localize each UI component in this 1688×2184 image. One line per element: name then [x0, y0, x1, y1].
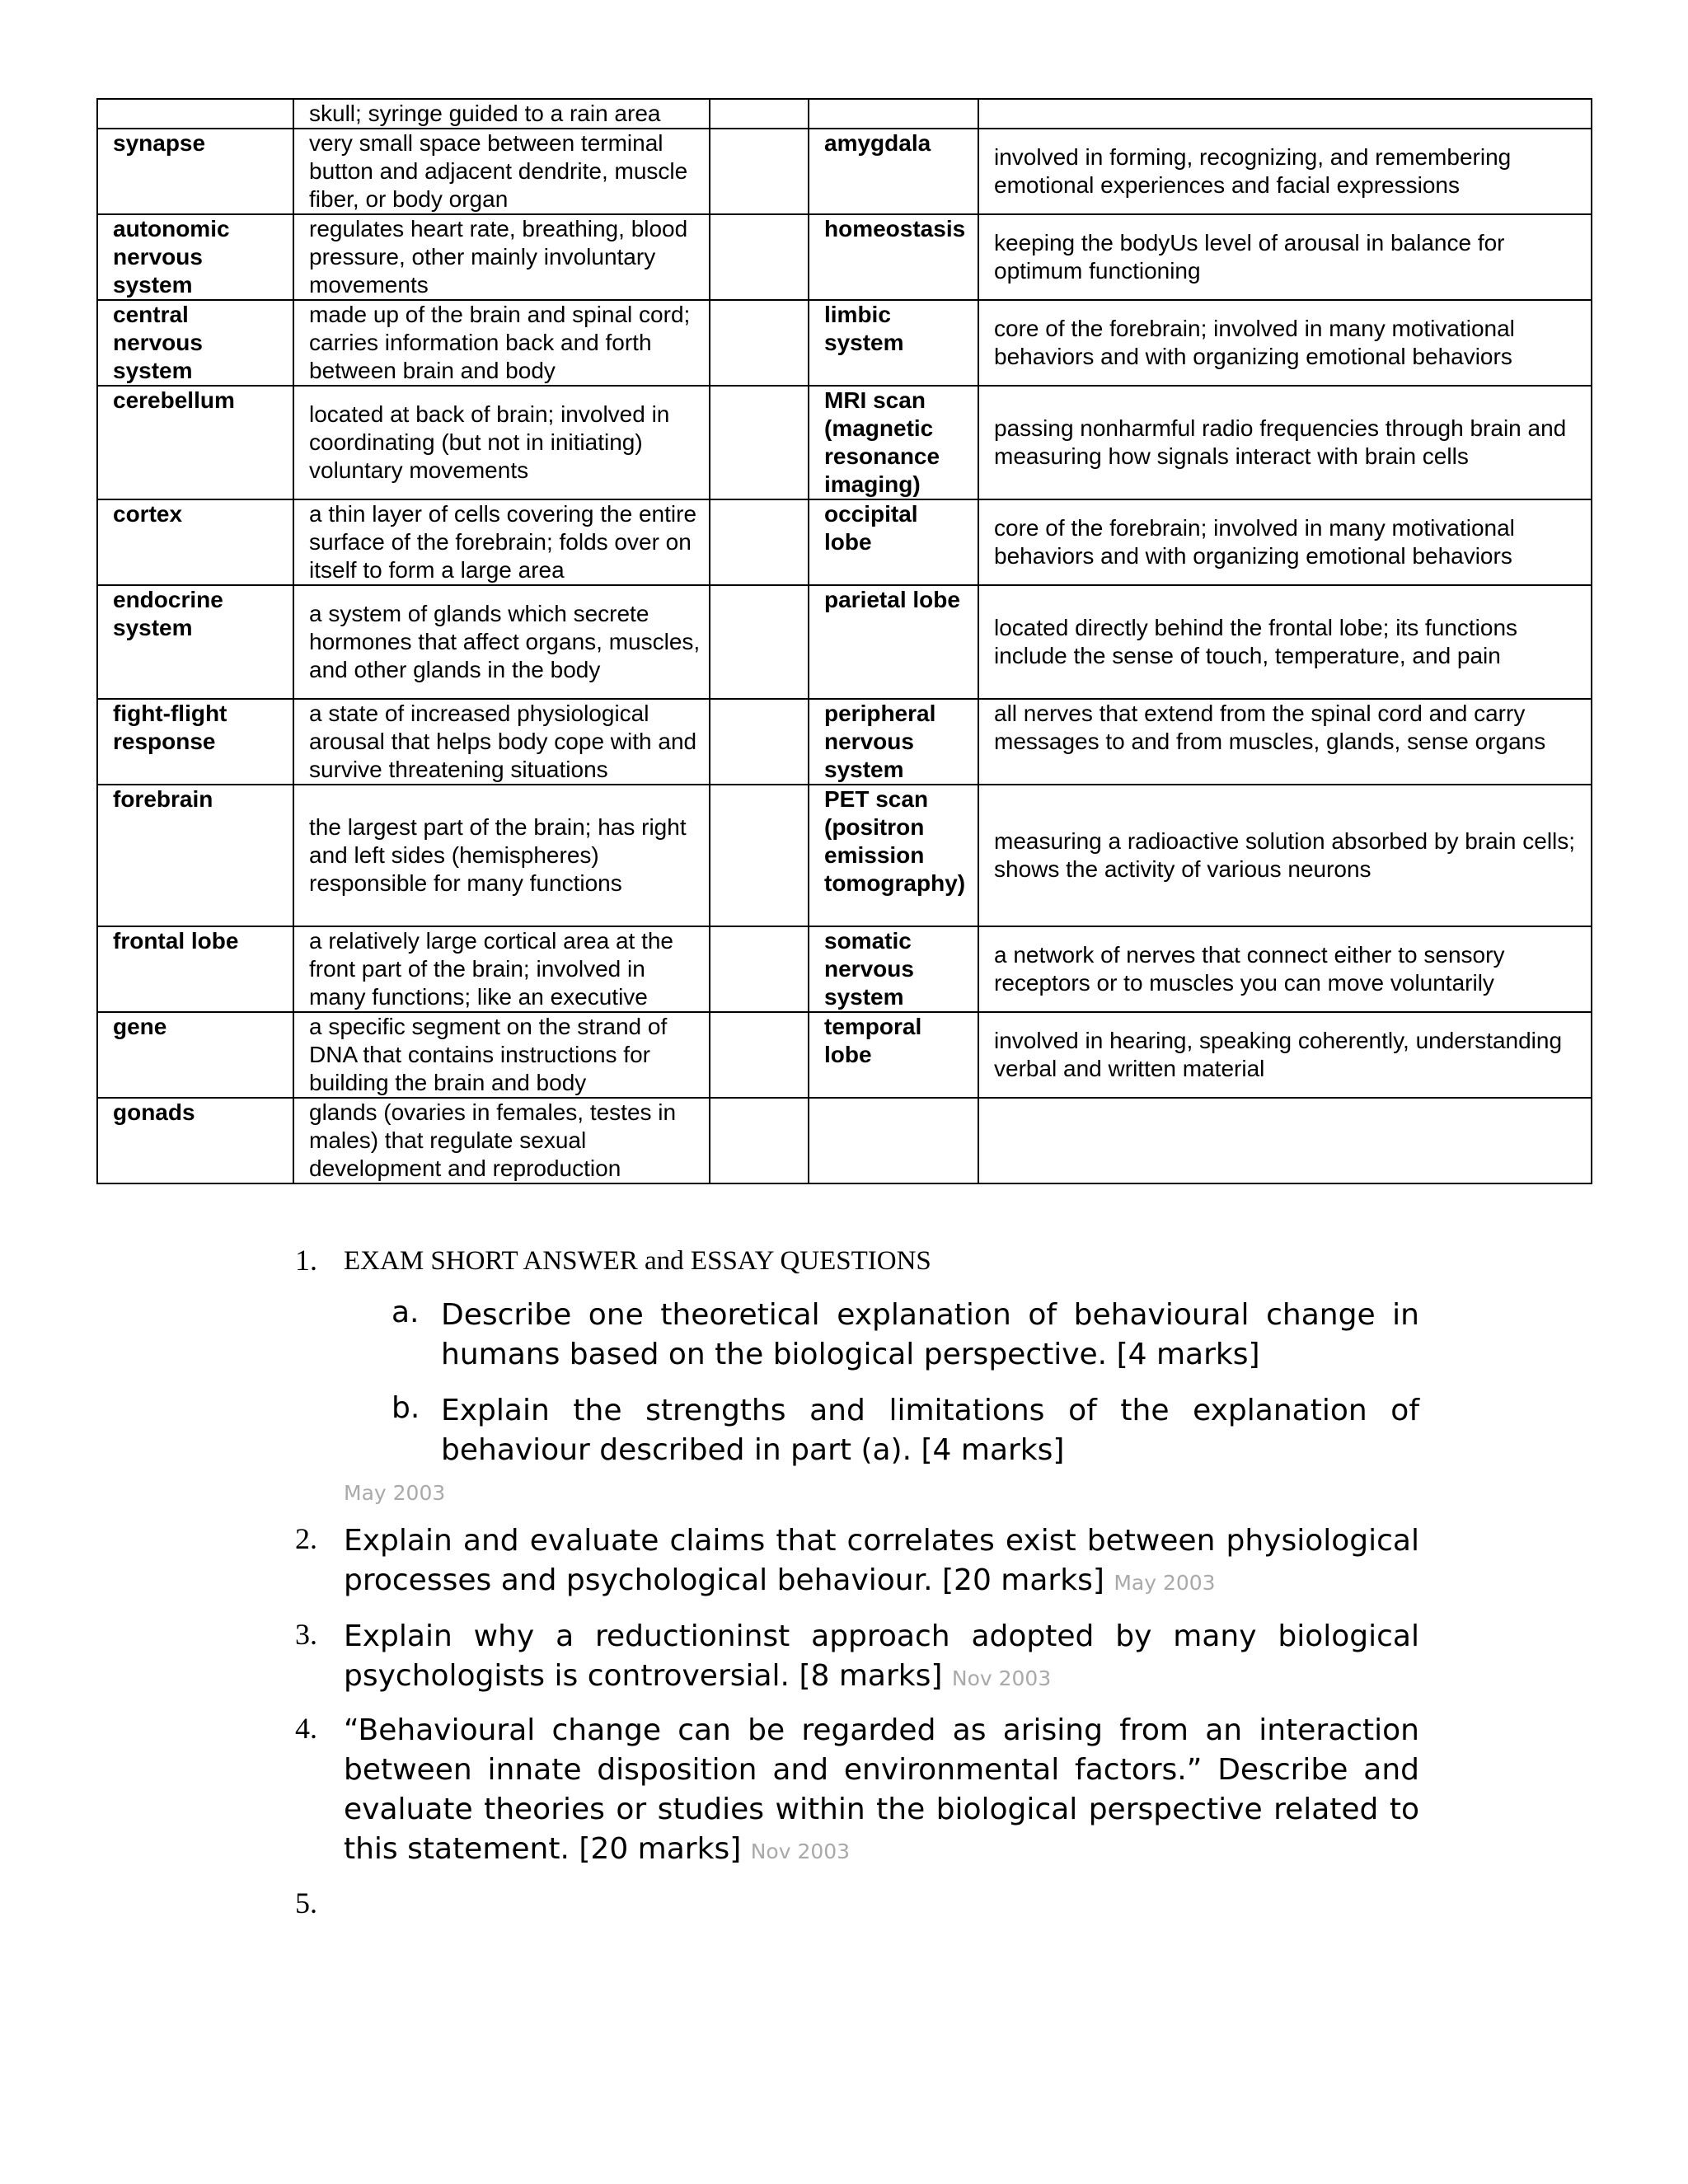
- glossary-definition: [978, 1098, 1592, 1183]
- question-4: [344, 1711, 1419, 1872]
- question-1b-label: b.: [392, 1391, 420, 1425]
- glossary-row: [97, 585, 1592, 699]
- question-4-number: 4.: [295, 1712, 317, 1745]
- glossary-term: homeostasis: [809, 214, 978, 300]
- glossary-term: occipital lobe: [809, 499, 978, 585]
- glossary-row: [97, 300, 1592, 386]
- glossary-row: [97, 699, 1592, 785]
- glossary-spacer: [710, 214, 809, 300]
- glossary-term: limbic system: [809, 300, 978, 386]
- glossary-term: amygdala: [809, 129, 978, 214]
- glossary-definition: core of the forebrain; involved in many motivational behaviors and with organizing emotional behaviors: [978, 300, 1592, 386]
- glossary-definition: located directly behind the frontal lobe; its functions include the sense of touch, temperature, and pain: [978, 585, 1592, 699]
- glossary-row: [97, 499, 1592, 585]
- glossary-definition: a network of nerves that connect either to sensory receptors or to muscles you can move voluntarily: [978, 926, 1592, 1012]
- question-4-text: “Behavioural change can be regarded as arising from an interaction between innate disposition and environmental factors.” Describe and evaluate theories or studies within the biological perspective related to this statement. [20 marks]: [344, 1713, 1419, 1866]
- glossary-row: [97, 99, 1592, 129]
- glossary-term: peripheral nervous system: [809, 699, 978, 785]
- glossary-term: cortex: [97, 499, 293, 585]
- glossary-term: frontal lobe: [97, 926, 293, 1012]
- glossary-definition: a specific segment on the strand of DNA that contains instructions for building the brain and body: [293, 1012, 710, 1098]
- glossary-spacer: [710, 386, 809, 499]
- glossary-spacer: [710, 499, 809, 585]
- glossary-term: parietal lobe: [809, 585, 978, 699]
- glossary-term: autonomic nervous system: [97, 214, 293, 300]
- glossary-definition: measuring a radioactive solution absorbed by brain cells; shows the activity of various neurons: [978, 785, 1592, 926]
- glossary-spacer: [710, 1012, 809, 1098]
- glossary-term: central nervous system: [97, 300, 293, 386]
- glossary-row: [97, 926, 1592, 1012]
- glossary-spacer: [710, 699, 809, 785]
- glossary-spacer: [710, 785, 809, 926]
- question-1a-label: a.: [392, 1296, 420, 1329]
- glossary-definition: a system of glands which secrete hormones that affect organs, muscles, and other glands in the body: [293, 585, 710, 699]
- glossary-term: endocrine system: [97, 585, 293, 699]
- question-3-date: Nov 2003: [951, 1666, 1052, 1690]
- glossary-row: [97, 785, 1592, 926]
- question-5-number: 5.: [295, 1886, 317, 1919]
- glossary-body: [97, 99, 1592, 1183]
- glossary-spacer: [710, 99, 809, 129]
- glossary-definition: the largest part of the brain; has right and left sides (hemispheres) responsible for many functions: [293, 785, 710, 926]
- glossary-term: fight-flight response: [97, 699, 293, 785]
- glossary-definition: made up of the brain and spinal cord; carries information back and forth between brain and body: [293, 300, 710, 386]
- glossary-definition: located at back of brain; involved in coordinating (but not in initiating) voluntary movements: [293, 386, 710, 499]
- glossary-definition: involved in forming, recognizing, and remembering emotional experiences and facial expressions: [978, 129, 1592, 214]
- question-1-date: May 2003: [344, 1481, 446, 1505]
- question-4-date: Nov 2003: [750, 1840, 851, 1863]
- question-3-number: 3.: [295, 1618, 317, 1651]
- glossary-row: [97, 386, 1592, 499]
- glossary-definition: [978, 99, 1592, 129]
- question-1a-text: Describe one theoretical explanation of behavioural change in humans based on the biological perspective. [4 marks]: [441, 1298, 1419, 1371]
- glossary-definition: very small space between terminal button and adjacent dendrite, muscle fiber, or body organ: [293, 129, 710, 214]
- glossary-spacer: [710, 1098, 809, 1183]
- glossary-term: temporal lobe: [809, 1012, 978, 1098]
- glossary-term: MRI scan (magnetic resonance imaging): [809, 386, 978, 499]
- glossary-definition: all nerves that extend from the spinal cord and carry messages to and from muscles, glands, sense organs: [978, 699, 1592, 785]
- glossary-spacer: [710, 300, 809, 386]
- glossary-spacer: [710, 585, 809, 699]
- question-2: [344, 1521, 1419, 1603]
- glossary-spacer: [710, 129, 809, 214]
- glossary-definition: a relatively large cortical area at the front part of the brain; involved in many functions; like an executive: [293, 926, 710, 1012]
- glossary-definition: passing nonharmful radio frequencies through brain and measuring how signals interact with brain cells: [978, 386, 1592, 499]
- glossary-row: [97, 129, 1592, 214]
- glossary-row: [97, 214, 1592, 300]
- glossary-term: somatic nervous system: [809, 926, 978, 1012]
- glossary-spacer: [710, 926, 809, 1012]
- glossary-row: [97, 1012, 1592, 1098]
- question-2-number: 2.: [295, 1522, 317, 1555]
- glossary-term: gonads: [97, 1098, 293, 1183]
- glossary-definition: core of the forebrain; involved in many motivational behaviors and with organizing emotional behaviors: [978, 499, 1592, 585]
- glossary-definition: keeping the bodyUs level of arousal in balance for optimum functioning: [978, 214, 1592, 300]
- glossary-term: PET scan (positron emission tomography): [809, 785, 978, 926]
- question-3-text: Explain why a reductioninst approach adopted by many biological psychologists is controversial. [8 marks]: [344, 1619, 1419, 1693]
- section-heading: EXAM SHORT ANSWER and ESSAY QUESTIONS: [344, 1246, 931, 1276]
- glossary-row: [97, 1098, 1592, 1183]
- glossary-term: [809, 99, 978, 129]
- glossary-definition: skull; syringe guided to a rain area: [293, 99, 710, 129]
- glossary-definition: a state of increased physiological arousal that helps body cope with and survive threatening situations: [293, 699, 710, 785]
- glossary-term: forebrain: [97, 785, 293, 926]
- question-3: [344, 1617, 1419, 1699]
- question-2-date: May 2003: [1114, 1571, 1216, 1595]
- glossary-definition: regulates heart rate, breathing, blood pressure, other mainly involuntary movements: [293, 214, 710, 300]
- glossary-term: gene: [97, 1012, 293, 1098]
- question-1b-text: Explain the strengths and limitations of the explanation of behaviour described in part (a). [4 marks]: [441, 1394, 1419, 1467]
- glossary-table: [96, 98, 1592, 1184]
- glossary-definition: a thin layer of cells covering the entire surface of the forebrain; folds over on itself to form a large area: [293, 499, 710, 585]
- glossary-definition: glands (ovaries in females, testes in males) that regulate sexual development and reproduction: [293, 1098, 710, 1183]
- glossary-term: [97, 99, 293, 129]
- question-1-number: 1.: [295, 1244, 317, 1277]
- question-2-text: Explain and evaluate claims that correlates exist between physiological processes and psychological behaviour. [20 marks]: [344, 1524, 1419, 1597]
- glossary-term: cerebellum: [97, 386, 293, 499]
- glossary-term: synapse: [97, 129, 293, 214]
- glossary-definition: involved in hearing, speaking coherently, understanding verbal and written material: [978, 1012, 1592, 1098]
- glossary-term: [809, 1098, 978, 1183]
